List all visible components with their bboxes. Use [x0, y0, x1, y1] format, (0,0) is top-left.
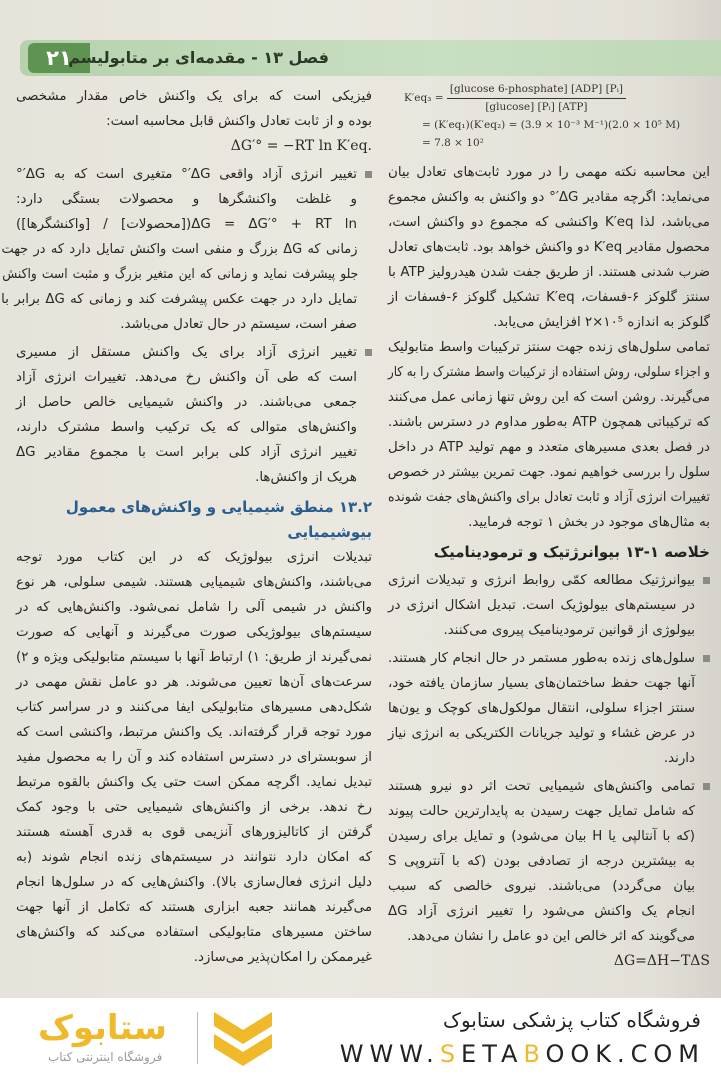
url-part: B: [523, 1040, 546, 1068]
text-line: گلوکز به اندازه ۱۰⁵×۲ افزایش می‌یابد.: [493, 315, 710, 330]
store-url[interactable]: [340, 1040, 705, 1068]
equation-denominator: [glucose] [Pᵢ] [ATP]: [485, 100, 588, 113]
equation-numerator: [glucose 6-phosphate] [ADP] [Pᵢ]: [447, 81, 626, 99]
text-line: که شامل تمایل جهت رسیدن به پایدارترین حالت پیوند: [388, 804, 695, 819]
text-line: بیوشیمیایی: [287, 523, 372, 541]
text-line: تغییر انرژی آزاد کلی برابر است با مجموع مقادیر ΔG: [16, 445, 357, 460]
text-line: زمانی که ΔG بزرگ و منفی است واکنش تمایل دارد که در جهت: [1, 242, 358, 257]
text-line: بیولوژی از قوانین ترمودینامیک پیروی می‌کنند.: [443, 623, 695, 638]
text-line: مورد توجه قرار گرفته‌اند. یک واکنش مرتبط، واکنشی است که: [16, 725, 372, 740]
url-part: OOK.COM: [545, 1040, 705, 1068]
text-line: تغییر انرژی آزاد واقعی ΔG′° متغیری است که به ΔG′°: [16, 162, 372, 187]
text-line: بیان می‌گردد) می‌باشند. نیروی خالصی که سبب: [388, 879, 695, 894]
equilibrium-equation: [404, 80, 680, 152]
text-line: شکل‌دهی مسیرهای متابولیکی ایفا می‌کنند و در سراسر کتاب: [16, 700, 372, 715]
text-line: بیوانرژتیک مطالعه کمّی روابط انرژی و تبدیلات انرژی: [388, 568, 710, 593]
paragraph: [16, 84, 372, 134]
bullet-item: [388, 774, 710, 949]
text-line: خلاصه ۱-۱۳ بیوانرژتیک و ترمودینامیک: [433, 543, 710, 561]
text-line: تبدیلات انرژی بیولوژیک که در این کتاب مورد توجه: [16, 550, 372, 565]
text-line: سنتز اجزاء سلولی، انتقال مولکول‌های کوچک و یون‌ها: [388, 701, 695, 716]
bullet-item: [388, 646, 710, 771]
text-line: بوده و از ثابت تعادل واکنش قابل محاسبه است:: [106, 114, 372, 129]
text-line: آنها جهت حفظ ساختمان‌های بسیار سازمان یافته خود،: [388, 676, 695, 691]
text-line: تبدیل نماید. اگرچه ممکن است حتی یک واکنش بالقوه مرتبط: [16, 775, 372, 790]
text-line: در فصل بعدی مسیرهای متعدد و مهم تولید ATP در داخل: [388, 440, 711, 455]
text-line: غیرممکن را امکان‌پذیر می‌سازد.: [193, 950, 372, 965]
chapter-title: فصل ۱۳ - مقدمه‌ای بر متابولیسم: [68, 48, 329, 67]
formula: [16, 134, 372, 159]
equation-line-2: = (K′eq₁)(K′eq₂) = (3.9 × 10⁻³ M⁻¹)(2.0 × 10⁵ M): [422, 119, 681, 131]
text-line: در سیستم‌های بیولوژیک است. تبدیل اشکال انرژی در: [388, 598, 695, 613]
text-line: جمعی می‌باشند. در واکنش شیمیایی خالص حاصل از: [16, 395, 357, 410]
text-line: فیزیکی است که برای یک واکنش خاص مقدار مشخصی: [16, 89, 372, 104]
text-line: به بیشترین درجه از تصادفی بودن (که با آنتروپی S: [388, 854, 695, 869]
text-line: نمی‌گیرند از طریق: ۱) ارتباط آنها با سیستم متابولیکی ویژه و ۲): [16, 650, 372, 665]
text-line: ضرب شدنی هستند. از طریق جفت شدن هیدرولیز ATP با: [388, 265, 710, 280]
text-line: می‌گیرند همانند جعبه ابزاری هستند که تکامل از آنها جهت: [16, 900, 372, 915]
equation-line-3: = 7.8 × 10²: [422, 137, 484, 149]
text-line: هریک از واکنش‌ها.: [255, 470, 357, 485]
bullet-item: [16, 340, 372, 490]
text-line: ΔG = ΔG′° + RT ln([محصولات] / [واکنشگرها]): [16, 217, 358, 232]
text-line: از سوبسترای در دسترس استفاده کند و آن را به محصول مفید: [16, 750, 372, 765]
text-line: رخ ندهد. برخی از واکنش‌های شیمیایی حتی با وجود کمک: [16, 800, 372, 815]
url-part: ETA: [461, 1040, 524, 1068]
text-line: این محاسبه نکته مهمی را در مورد ثابت‌های تعادل بیان: [388, 165, 710, 180]
text-line: ۱۳.۲ منطق شیمیایی و واکنش‌های معمول: [65, 498, 372, 516]
text-line: که ترکیباتی همچون ATP به‌طور مداوم در دسترس باشند.: [388, 415, 710, 430]
text-line: ΔG=ΔH−TΔS: [613, 953, 710, 969]
text-line: جلو پیشرفت نماید و زمانی که این متغیر بزرگ و مثبت است واکنش: [2, 267, 359, 282]
url-part: S: [439, 1040, 462, 1068]
bullet-item: [1, 162, 372, 337]
text-line: و غلظت واکنشگرها و محصولات بستگی دارد:: [16, 192, 357, 207]
text-line: می‌باشند، واکنش‌های شیمیایی هستند. شیمی سلولی، هر نوع: [16, 575, 372, 590]
text-line: گرفتن از کاتالیزورهای آنزیمی قوی به قدری آهسته هستند: [16, 825, 372, 840]
url-part: WWW.: [339, 1040, 440, 1068]
text-line: می‌گویند که اثر خالص این دو عامل را نشان می‌دهد.: [407, 929, 695, 944]
text-line: واکنش‌های متوالی که یک ترکیب واسط مشترک دارند،: [16, 420, 357, 435]
logo-subtitle: فروشگاه اینترنتی کتاب: [48, 1050, 163, 1064]
text-line: و اجزاء سلولی، روش استفاده از ترکیبات واسط مشترک را به کار: [387, 365, 710, 380]
text-line: واکنش در شیمی آلی را شامل نمی‌شود. واکنش‌هایی که در: [16, 600, 372, 615]
text-line: ΔG′° = −RT ln K′eq.: [230, 138, 372, 154]
section-heading: [388, 540, 710, 565]
logo-divider: [197, 1012, 198, 1064]
chevron-logo-icon: [210, 1006, 276, 1072]
text-line: به مثال‌های موجود در بخش ۱ توجه فرمایید.: [468, 515, 710, 530]
text-line: می‌گیرند. روشن است که این روش تنها زمانی عمل می‌کنند: [388, 390, 710, 405]
logo-wordmark: ستابوک: [38, 1008, 167, 1048]
left-text-column: [1, 84, 372, 970]
text-line: تمامی واکنش‌های شیمیایی تحت اثر دو نیرو هستند: [388, 774, 710, 799]
text-line: در عرض غشاء و تولید جریانات الکتریکی به انرژی نیاز: [388, 726, 695, 741]
text-line: می‌نماید: اگرچه مقادیر ΔG′° دو واکنش به واکنش مجموع: [388, 190, 711, 205]
equation-fraction: [447, 81, 626, 116]
paragraph: [388, 335, 710, 535]
text-line: تغییر انرژی آزاد برای یک واکنش مستقل از مسیری: [16, 340, 372, 365]
text-line: سرعت‌های آن‌ها تعیین می‌شوند. هر دو عامل نقش مهمی در: [16, 675, 372, 690]
text-line: دارند.: [663, 751, 695, 766]
text-line: است که طی آن واکنش رخ می‌دهد. تغییرات انرژی آزاد: [16, 370, 357, 385]
text-line: محصول مقادیر K′eq دو واکنش خواهد بود. ثابت‌های تعادل: [387, 240, 710, 255]
text-line: تمامی سلول‌های زنده جهت سنتز ترکیبات واسط متابولیک: [388, 340, 710, 355]
text-line: صفر است، سیستم در حال تعادل می‌باشد.: [120, 317, 357, 332]
text-line: دلیل انرژی فعال‌سازی بالا). واکنش‌هایی که در سلول‌ها انجام: [16, 875, 372, 890]
text-line: سنتز گلوکز ۶-فسفات، K′eq تشکیل گلوکز ۶-فسفات از: [388, 290, 710, 305]
text-line: انجام یک واکنش می‌شود را تغییر انرژی آزاد ΔG: [388, 904, 695, 919]
text-line: ساختن مسیرهای متابولیکی استفاده می‌کند که واکنش‌های: [16, 925, 372, 940]
section-heading: [16, 495, 372, 545]
text-line: که امکان دارد نتوانند در سیستم‌های زنده انجام شوند (به: [16, 850, 372, 865]
text-line: تغییرات انرژی آزاد و ثابت تعادل برای واکنش‌های جفت شونده: [388, 490, 710, 505]
page-number: ۲۱: [28, 43, 90, 73]
shop-name: فروشگاه کتاب پزشکی ستابوک: [443, 1008, 701, 1032]
text-line: سلول‌های زنده به‌طور مستمر در حال انجام کار هستند.: [388, 646, 710, 671]
text-line: سیستم‌های بیولوژیکی صورت می‌گیرند و آنهایی که صورت: [16, 625, 372, 640]
paragraph: [16, 545, 372, 970]
formula: [388, 949, 710, 974]
paragraph: [388, 160, 710, 335]
text-line: سلول را بررسی خواهیم نمود. جهت تمرین بیشتر در خصوص: [387, 465, 710, 480]
text-line: می‌باشد، لذا K′eq واکنشی که مجموع دو واکنش است،: [388, 215, 710, 230]
store-banner: [0, 998, 721, 1079]
text-line: (که با آنتالپی یا H بیان می‌شود) و تمایل برای رسیدن: [388, 829, 695, 844]
equation-lhs: K′eq₃ =: [404, 92, 444, 104]
bullet-item: [388, 568, 710, 643]
right-text-column: [388, 160, 710, 974]
text-line: تمایل دارد در جهت عکس پیشرفت کند و زمانی که ΔG برابر با: [1, 292, 358, 307]
